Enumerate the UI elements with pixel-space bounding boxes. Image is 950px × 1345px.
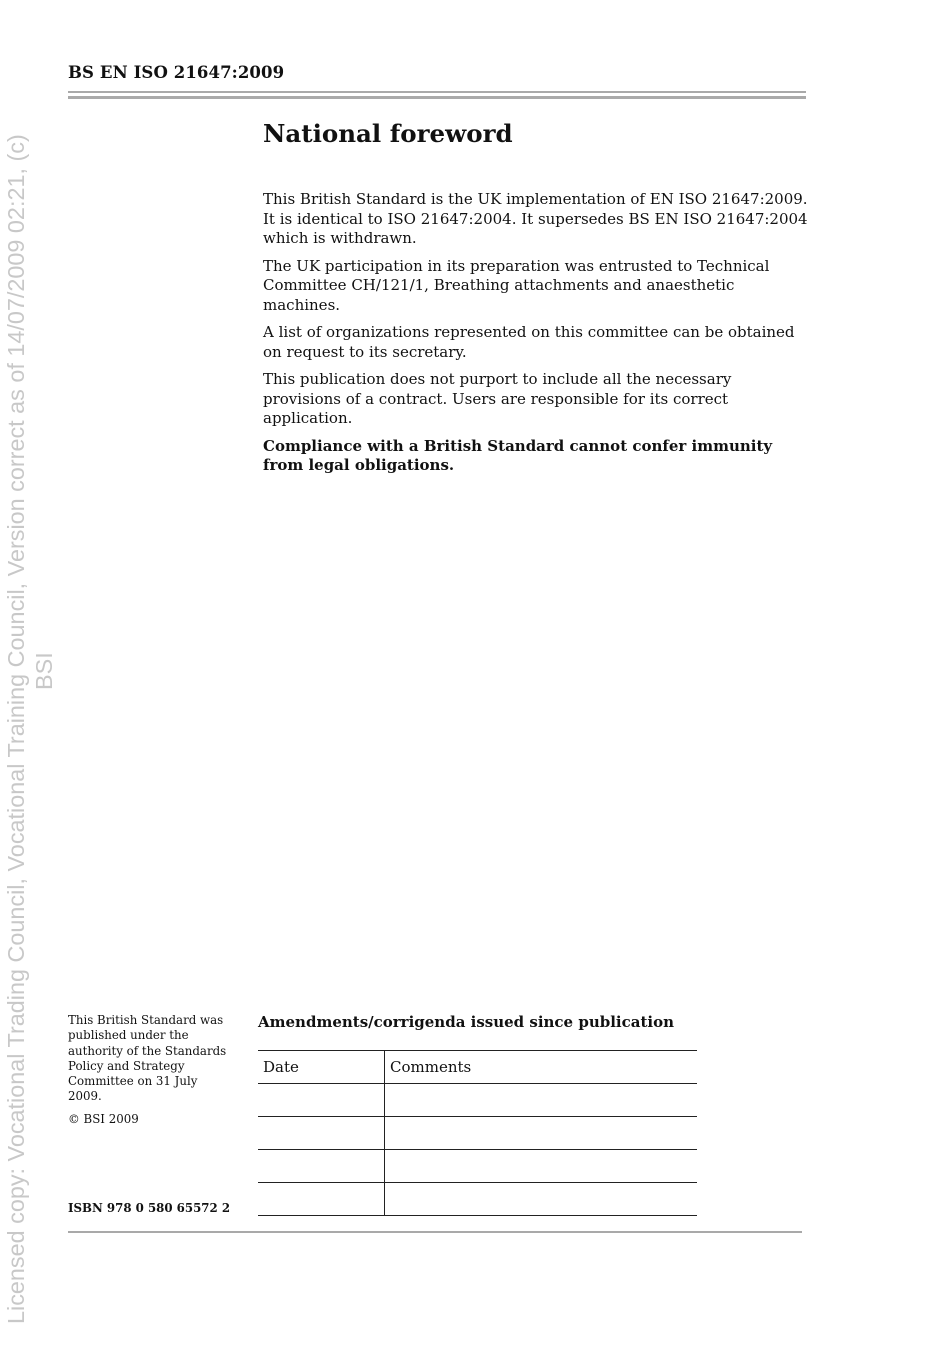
table-cell-comments	[385, 1183, 698, 1216]
isbn: ISBN 978 0 580 65572 2	[68, 1201, 231, 1215]
paragraph-participation: The UK participation in its preparation was entrusted to Technical Committee CH/121/1, Breathing attachments and anaesthetic machines.	[263, 256, 770, 314]
watermark-line-1: Licensed copy: Vocational Trading Council, Vocational Training Council, Version correct as of 14/07/2009 02:21, (c)	[3, 134, 29, 1324]
watermark	[0, 0, 62, 1345]
header-rule	[68, 91, 806, 93]
footer-rule	[68, 1231, 802, 1233]
table-cell-date	[258, 1183, 385, 1216]
table-cell-comments	[385, 1117, 698, 1150]
column-header-date: Date	[258, 1051, 385, 1084]
paragraph-implementation: This British Standard is the UK implementation of EN ISO 21647:2009. It is identical to ISO 21647:2004. It supersedes BS EN ISO 21647:2004 which is withdrawn.	[263, 190, 808, 247]
table-row	[258, 1183, 697, 1216]
document-id: BS EN ISO 21647:2009	[68, 63, 285, 82]
table-header-row	[258, 1051, 697, 1084]
watermark-line-2: BSI	[31, 652, 57, 690]
paragraph-compliance: Compliance with a British Standard cannot confer immunity from legal obligations.	[263, 436, 773, 474]
copyright-notice: © BSI 2009	[68, 1111, 139, 1126]
amendments-heading: Amendments/corrigenda issued since publication	[258, 1013, 674, 1031]
column-header-comments: Comments	[385, 1051, 698, 1084]
publication-info	[68, 1013, 233, 1134]
paragraph-organizations: A list of organizations represented on this committee can be obtained on request to its secretary.	[263, 323, 795, 361]
publication-statement: This British Standard was published under the authority of the Standards Policy and Strategy Committee on 31 July 2009.	[68, 1013, 227, 1104]
foreword-body	[263, 190, 808, 484]
page-title: National foreword	[263, 119, 513, 148]
amendments-table	[258, 1050, 697, 1216]
table-cell-comments	[385, 1150, 698, 1183]
table-row	[258, 1084, 697, 1117]
table-cell-comments	[385, 1084, 698, 1117]
table-cell-date	[258, 1150, 385, 1183]
table-row	[258, 1150, 697, 1183]
table-cell-date	[258, 1084, 385, 1117]
table-cell-date	[258, 1117, 385, 1150]
header-rule-thick	[68, 96, 806, 99]
table-row	[258, 1117, 697, 1150]
paragraph-provisions: This publication does not purport to include all the necessary provisions of a contract. Users are responsible for its correct application.	[263, 370, 732, 427]
